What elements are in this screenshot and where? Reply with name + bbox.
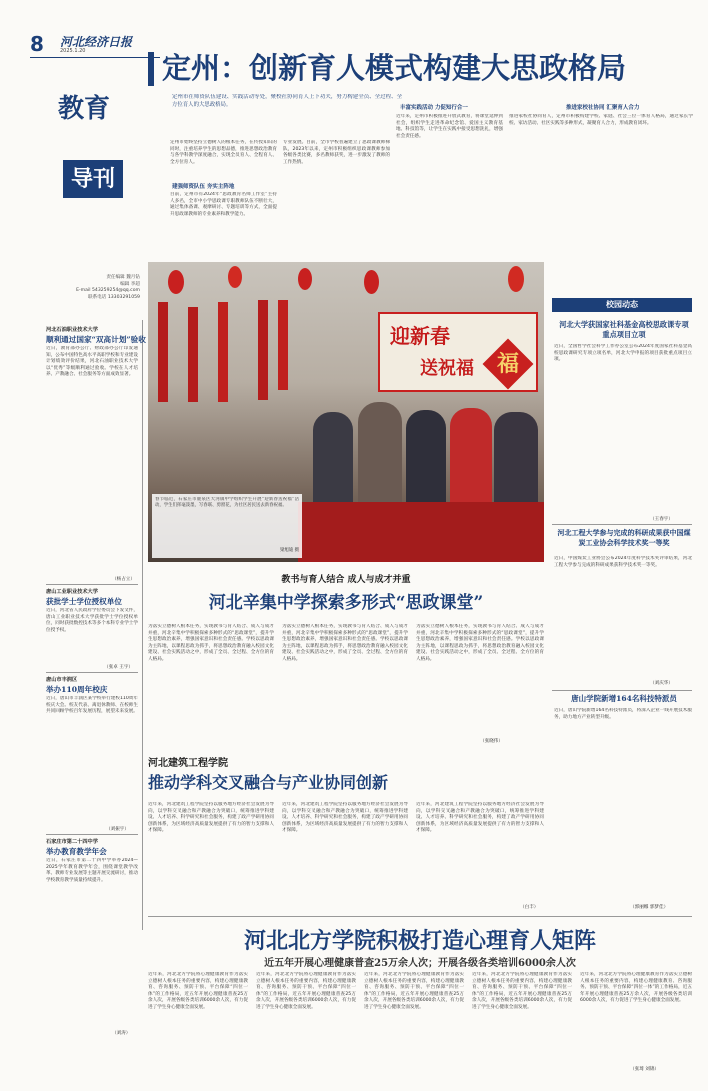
north-credit: （张琦 刘锦）	[630, 1067, 660, 1072]
lantern-icon	[298, 268, 312, 290]
editor-line: 编辑 李超	[120, 281, 140, 287]
brief-credit-2: （张卓 王宇）	[104, 665, 134, 670]
north-headline: 河北北方学院积极打造心理育人矩阵	[243, 928, 596, 954]
couplet-scroll	[188, 307, 198, 402]
table	[298, 502, 544, 562]
brief-headline-4: 举办教育教学年会	[46, 847, 107, 856]
xinji-kicker: 教书与育人结合 成人与成才并重	[281, 575, 411, 585]
lantern-icon	[508, 266, 524, 292]
brief-headline-2: 获批学士学位授权单位	[46, 597, 122, 606]
brief-body-4: 近日，石家庄市第二十四中学举办2024—2025学年教育教学年会，围绕课堂教学改革、教师专业发展等主题开展交流研讨，推动学校教育教学质量持续提升。	[46, 858, 138, 883]
editor-credits	[48, 275, 140, 301]
north-col-1: 近年来，河北北方学院将心理健康教育作为落实立德树人根本任务的重要内容，构建心理健康教育、咨询服务、预防干预、平台保障“四位一体”的工作格局，近五年开展心理健康普查25万余人次，开展各级各类培训6000余人次，有力促进了学生身心健康全面发展。	[148, 972, 248, 1010]
north-subhead: 近五年开展心理健康普查25万余人次；开展各级各类培训6000余人次	[264, 958, 576, 969]
divider	[46, 584, 138, 585]
photo-credit: 梁旭迪 摄	[280, 548, 299, 553]
brief-credit-4: （刘涛）	[112, 1031, 131, 1036]
editor-line: E-mail 543259254@qq.com	[76, 288, 140, 293]
fu-diamond	[483, 339, 534, 390]
person	[313, 412, 353, 512]
engineering-headline: 推动学科交叉融合与产业协同创新	[148, 773, 389, 792]
xinji-col-3: 为落实立德树人根本任务，实现教书与育人结合、成人与成才并重，河北辛集中学积极探索多种形式的“思政课堂”，提升学生思想政治素养，增强国家意识和社会责任感。学校以思政课为主阵地，以课程思政为抓手，将思想政治教育融入校园文化建设、社会实践活动之中，形成了全员、全过程、全方位的育人格局。	[416, 624, 544, 662]
brief-org-2: 唐山工业职业技术大学	[46, 589, 98, 595]
banner-line-1: 迎新春	[390, 324, 450, 348]
section-subtitle: 导刊	[63, 160, 123, 198]
photo-caption: 春节临近，石家庄市鹿泉区大河镇中学组织学生开展“迎新春送祝福”活动，学生们挥毫泼墨，写春联、剪窗花，为社区居民送去新春祝福。	[155, 497, 299, 509]
couplet-scroll	[258, 300, 268, 400]
brief-body-2: 近日，河北省人民政府学位委员会下发文件，唐山工业职业技术大学获批学士学位授权单位，同时获批数控技术等多个本科专业学士学位授予权。	[46, 608, 138, 633]
campus-news-body-2: 近日，中国煤炭工业协会公布2024年度科学技术奖评审结果，河北工程大学参与完成的科研成果获科学技术奖一等奖。	[554, 556, 692, 568]
campus-news-headline-3: 唐山学院新增164名科技特派员	[571, 694, 677, 703]
couplet-scroll	[158, 302, 168, 402]
north-col-3: 近年来，河北北方学院将心理健康教育作为落实立德树人根本任务的重要内容，构建心理健康教育、咨询服务、预防干预、平台保障“四位一体”的工作格局，近五年开展心理健康普查25万余人次，开展各级各类培训6000余人次，有力促进了学生身心健康全面发展。	[364, 972, 464, 1010]
campus-news-body-1: 近日，全国哲学社会科学工作办公室公布2024年度国家社科基金高校思政课研究专项立项名单，河北大学申报的项目获批重点项目立项。	[554, 344, 692, 363]
xinji-headline: 河北辛集中学探索多形式“思政课堂”	[208, 593, 484, 613]
lead-subhead-1: 建强师资队伍 夯实主阵地	[172, 184, 235, 190]
campus-news-credit-3: （郭丽娜 郭梦佳）	[630, 905, 669, 910]
campus-news-credit-1: （王春宇）	[650, 517, 673, 522]
campus-news-body-3: 近日，唐山学院新增164名科技特派员，将深入企业一线开展技术服务，助力地方产业转型升级。	[554, 708, 692, 720]
engineering-col-3: 近年来，河北建筑工程学院坚持以服务地方经济社会发展为导向，以学科交叉融合和产教融合为突破口，统筹推进学科建设、人才培养、科学研究和社会服务，构建了政产学研用协同创新体系，为区域经济高质量发展提供了有力的智力支撑和人才保障。	[416, 802, 544, 834]
lead-subhead-3: 推进家校社协同 汇聚育人合力	[566, 105, 640, 111]
lead-col-4: 推进家校社协同育人，定州市积极构建学校、家庭、社会三位一体育人格局，通过家长学校、家访活动、社区实践等多种形式，凝聚育人合力，形成教育闭环。	[509, 114, 693, 126]
brief-headline-3: 举办110周年校庆	[46, 685, 108, 694]
lead-subhead-2: 丰富实践活动 力促知行合一	[400, 105, 468, 111]
campus-news-credit-2: （刘庆华）	[650, 681, 673, 686]
engineering-kicker: 河北建筑工程学院	[148, 758, 228, 769]
divider	[46, 672, 138, 673]
brief-body-1: 近日，教育部办公厅、财政部办公厅印发通知，公布中国特色高水平高职学校和专业建设计划绩效评价结果，河北石油职业技术大学以“优秀”等级顺利通过验收。学校在人才培养、产教融合、社会服务等方面成效显著。	[46, 346, 138, 378]
couplet-scroll	[278, 300, 288, 390]
brief-org-1: 河北石油职业技术大学	[46, 327, 98, 333]
lead-headline-bar	[148, 52, 154, 86]
section-title: 教育	[58, 94, 111, 124]
campus-news-headline-2: 河北工程大学参与完成的科研成果获中国煤炭工业协会科学技术奖一等奖	[557, 528, 691, 547]
xinji-credit: （张晓伟）	[480, 739, 503, 744]
banner	[378, 312, 538, 392]
divider	[46, 834, 138, 835]
issue-date: 2025.1.20	[60, 48, 86, 54]
masthead-rule	[30, 57, 160, 58]
page-number: 8	[30, 32, 44, 56]
campus-news-headline-1: 河北大学获国家社科基金高校思政课专项重点项目立项	[559, 320, 689, 339]
editor-line: 责任编辑 魏月钻	[106, 275, 140, 280]
divider	[552, 690, 692, 691]
divider	[552, 524, 692, 525]
news-photo	[148, 262, 544, 562]
north-col-5: 近年来，河北北方学院将心理健康教育作为落实立德树人根本任务的重要内容，构建心理健康教育、咨询服务、预防干预、平台保障“四位一体”的工作格局，近五年开展心理健康普查25万余人次，开展各级各类培训6000余人次，有力促进了学生身心健康全面发展。	[580, 972, 692, 1004]
xinji-col-1: 为落实立德树人根本任务，实现教书与育人结合、成人与成才并重，河北辛集中学积极探索多种形式的“思政课堂”，提升学生思想政治素养，增强国家意识和社会责任感。学校以思政课为主阵地，以课程思政为抓手，将思想政治教育融入校园文化建设、社会实践活动之中，形成了全员、全过程、全方位的育人格局。	[148, 624, 274, 662]
banner-line-2: 送祝福	[420, 358, 474, 379]
lead-headline: 定州：创新育人模式构建大思政格局	[162, 51, 627, 85]
lead-deck: 定州市在师资队伍建设、实践活动等处，聚校社协同育人上下功夫，努力构建全员、全过程、全方位育人的大思政格局。	[172, 94, 402, 108]
engineering-col-2: 近年来，河北建筑工程学院坚持以服务地方经济社会发展为导向，以学科交叉融合和产教融合为突破口，统筹推进学科建设、人才培养、科学研究和社会服务，构建了政产学研用协同创新体系，为区域经济高质量发展提供了有力的智力支撑和人才保障。	[282, 802, 408, 834]
brief-org-4: 石家庄市第二十四中学	[46, 839, 98, 845]
engineering-col-1: 近年来，河北建筑工程学院坚持以服务地方经济社会发展为导向，以学科交叉融合和产教融合为突破口，统筹推进学科建设、人才培养、科学研究和社会服务，构建了政产学研用协同创新体系，为区域经济高质量发展提供了有力的智力支撑和人才保障。	[148, 802, 274, 834]
paper-name: 河北经济日报	[60, 35, 133, 49]
engineering-credit: （白丰）	[520, 905, 539, 910]
brief-credit-3: （刘振宇）	[106, 827, 129, 832]
lantern-icon	[168, 270, 184, 294]
fu-character: 福	[496, 350, 520, 377]
lead-col-2: 专业发展。目前，全市学校普遍建立了思政课教师梯队，2023年以来，定州市积极组织思政课教师参加各级各类比赛，多名教师获奖，进一步激发了教师的工作热情。	[283, 140, 390, 165]
lantern-icon	[364, 270, 379, 294]
person	[358, 402, 402, 512]
campus-news-label: 校园动态	[552, 298, 692, 312]
xinji-col-2: 为落实立德树人根本任务，实现教书与育人结合、成人与成才并重，河北辛集中学积极探索多种形式的“思政课堂”，提升学生思想政治素养，增强国家意识和社会责任感。学校以思政课为主阵地，以课程思政为抓手，将思想政治教育融入校园文化建设、社会实践活动之中，形成了全员、全过程、全方位的育人格局。	[282, 624, 408, 662]
brief-body-3: 近日，唐山市丰润区某学校举行建校110周年校庆大会。校友代表、离退休教师、在校师生共同回顾学校百年发展历程，展望未来发展。	[46, 696, 138, 715]
person	[406, 410, 446, 514]
person	[450, 408, 492, 516]
editor-line: 联系电话 13303291059	[88, 294, 140, 300]
north-col-4: 近年来，河北北方学院将心理健康教育作为落实立德树人根本任务的重要内容，构建心理健康教育、咨询服务、预防干预、平台保障“四位一体”的工作格局，近五年开展心理健康普查25万余人次，开展各级各类培训6000余人次，有力促进了学生身心健康全面发展。	[472, 972, 572, 1010]
lead-col-1b: 目前，定州市有2024年“思政教育名师工作室”主持人多名，全市中小学思政课专职教师队伍不断壮大，通过集体备课、观摩研讨、专题培训等方式，全面提升思政课教师的专业素养和教学能力。	[170, 192, 277, 217]
lantern-icon	[228, 266, 242, 288]
brief-org-3: 唐山市丰润区	[46, 677, 78, 683]
north-col-2: 近年来，河北北方学院将心理健康教育作为落实立德树人根本任务的重要内容，构建心理健康教育、咨询服务、预防干预、平台保障“四位一体”的工作格局，近五年开展心理健康普查25万余人次，开展各级各类培训6000余人次，有力促进了学生身心健康全面发展。	[256, 972, 356, 1010]
lead-col-3: 近年来，定州市积极推进开放式教育，将课堂延伸到社会，组织学生走进革命纪念馆、爱国主义教育基地、科技馆等，让学生在实践中接受思想洗礼，增强社会责任感。	[396, 114, 503, 139]
lead-col-1: 定州市始终坚持立德树人的根本任务，在传授知识的同时，注重培养学生的思想品德，推进思想政治教育与各学科教学深度融合，实现全员育人、全程育人、全方位育人。	[170, 140, 277, 165]
photo-caption-box	[152, 494, 302, 558]
divider	[148, 916, 692, 917]
left-column-rule	[142, 320, 143, 930]
brief-credit-1: （杨占立）	[112, 577, 135, 582]
couplet-scroll	[218, 302, 228, 402]
brief-headline-1: 顺利通过国家“双高计划”验收	[46, 335, 146, 344]
